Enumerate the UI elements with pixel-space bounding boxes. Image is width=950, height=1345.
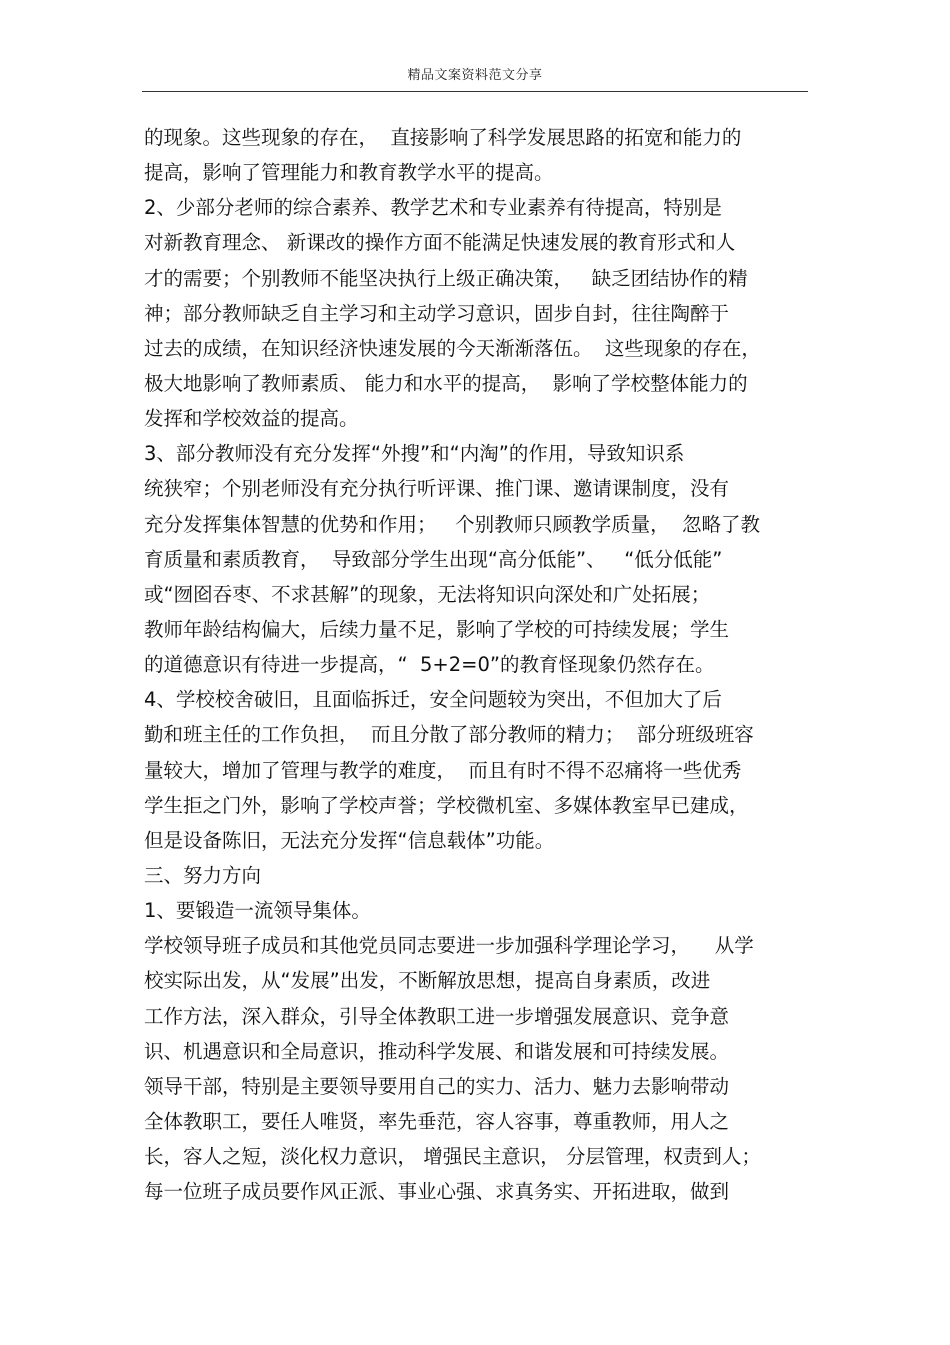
header-divider [142,91,808,92]
text-line: 识、机遇意识和全局意识，推动科学发展、和谐发展和可持续发展。 [144,1039,730,1063]
text-line: 发挥和学校效益的提高。 [144,407,359,431]
text-line: 学生拒之门外，影响了学校声誉；学校微机室、多媒体教室早已建成， [144,793,749,817]
section-heading: 三、努力方向 [144,863,262,887]
text-line: 全体教职工，要任人唯贤，率先垂范，容人容事，尊重教师，用人之 [144,1109,730,1133]
text-line: 领导干部，特别是主要领导要用自己的实力、活力、魅力去影响带动 [144,1074,730,1098]
text-line: 量较大，增加了管理与教学的难度， 而且有时不得不忍痛将一些优秀 [144,758,742,782]
text-line: 育质量和素质教育， 导致部分学生出现“高分低能”、 “低分低能” [144,547,723,571]
text-line: 3、部分教师没有充分发挥“外搜”和“内淘”的作用，导致知识系 [144,442,685,466]
text-line: 但是设备陈旧，无法充分发挥“信息载体”功能。 [144,828,555,852]
text-line: 教师年龄结构偏大，后续力量不足，影响了学校的可持续发展；学生 [144,617,730,641]
text-line: 提高，影响了管理能力和教育教学水平的提高。 [144,161,554,185]
text-line: 的现象。这些现象的存在， 直接影响了科学发展思路的拓宽和能力的 [144,126,742,149]
text-line: 每一位班子成员要作风正派、事业心强、求真务实、开拓进取，做到 [144,1180,730,1204]
text-line: 工作方法，深入群众，引导全体教职工进一步增强发展意识、竞争意 [144,1004,730,1028]
text-line: 4、学校校舍破旧，且面临拆迁，安全问题较为突出，不但加大了后 [144,688,722,712]
text-line: 2、少部分老师的综合素养、教学艺术和专业素养有待提高，特别是 [144,196,722,220]
text-line: 才的需要；个别教师不能坚决执行上级正确决策， 缺乏团结协作的精 [144,266,748,290]
text-line: 对新教育理念、 新课改的操作方面不能满足快速发展的教育形式和人 [144,231,736,255]
text-line: 学校领导班子成员和其他党员同志要进一步加强科学理论学习， 从学 [144,934,754,958]
text-line: 或“囫囵吞枣、不求甚解”的现象，无法将知识向深处和广处拓展； [144,582,711,606]
text-line: 勤和班主任的工作负担， 而且分散了部分教师的精力； 部分班级班容 [144,723,754,747]
subsection-heading: 1、要锻造一流领导集体。 [144,899,371,923]
text-line: 神；部分教师缺乏自主学习和主动学习意识，固步自封，往往陶醉于 [144,301,730,325]
text-line: 极大地影响了教师素质、 能力和水平的提高， 影响了学校整体能力的 [144,371,748,395]
text-line: 校实际出发，从“发展”出发，不断解放思想，提高自身素质，改进 [144,969,711,993]
text-line: 长，容人之短，淡化权力意识， 增强民主意识， 分层管理，权责到人； [144,1145,761,1169]
text-line: 的道德意识有待进一步提高，“ 5+2=0”的教育怪现象仍然存在。 [144,653,715,677]
text-line: 充分发挥集体智慧的优势和作用； 个别教师只顾教学质量， 忽略了教 [144,512,760,536]
page-header-title: 精品文案资料范文分享 [407,68,543,83]
text-line: 过去的成绩，在知识经济快速发展的今天渐渐落伍。 这些现象的存在， [144,336,761,360]
text-line: 统狭窄；个别老师没有充分执行听评课、推门课、邀请课制度，没有 [144,477,730,501]
document-body [144,120,824,1209]
